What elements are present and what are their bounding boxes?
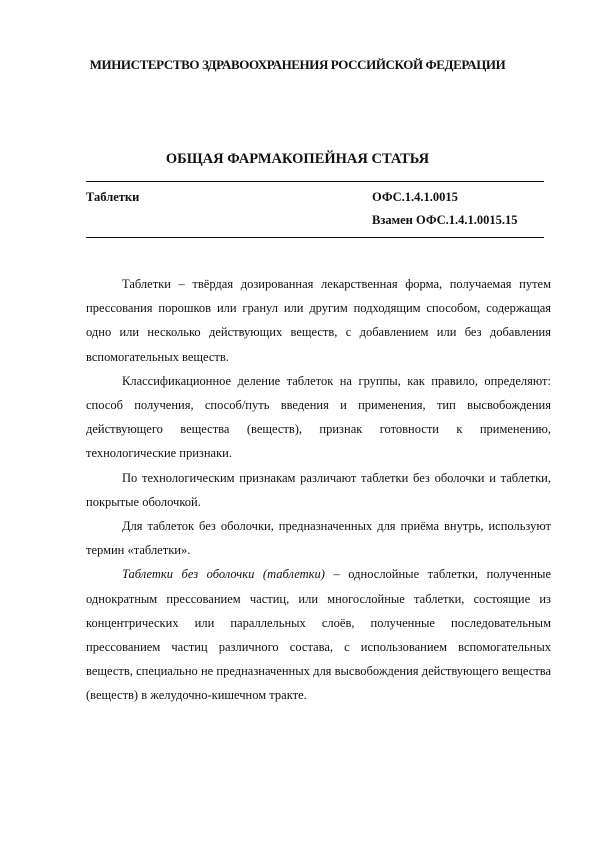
paragraph-classification: Классификационное деление таблеток на группы, как правило, определяют: способ получения, способ/путь введения и применения, тип высвобождения действующего вещества (веществ), признак готовности к применению, технологические признаки.	[86, 373, 551, 461]
monograph-name: Таблетки	[86, 190, 140, 204]
term-uncoated-tablets: Таблетки без оболочки (таблетки)	[122, 567, 325, 582]
paragraph-uncoated-tablets	[86, 562, 551, 707]
ministry-heading: МИНИСТЕРСТВО ЗДРАВООХРАНЕНИЯ РОССИЙСКОЙ ФЕДЕРАЦИИ	[89, 57, 506, 72]
paragraph-technological: По технологическим признакам различают таблетки без оболочки и таблетки, покрытые оболочкой.	[86, 470, 551, 509]
monograph-code: ОФС.1.4.1.0015	[372, 190, 458, 204]
bottom-divider	[86, 237, 544, 238]
top-divider	[86, 181, 544, 182]
document-body	[86, 272, 551, 708]
document-type-title: ОБЩАЯ ФАРМАКОПЕЙНАЯ СТАТЬЯ	[165, 151, 430, 167]
replaces-code: Взамен ОФС.1.4.1.0015.15	[372, 213, 518, 227]
uncoated-tablets-definition: – однослойные таблетки, полученные однократным прессованием частиц, или многослойные таблетки, состоящие из концентрических или параллельных слоёв, полученные последовательным прессованием частиц различного состава, с использованием вспомогательных веществ, специально не предназначенных для высвобождения действующего вещества (веществ) в желудочно-кишечном тракте.	[86, 567, 551, 703]
paragraph-definition: Таблетки – твёрдая дозированная лекарственная форма, получаемая путем прессования порошков или гранул или другим подходящим способом, содержащая одно или несколько действующих веществ, с добавлением или без добавления вспомогательных веществ.	[86, 277, 551, 364]
paragraph-term: Для таблеток без оболочки, предназначенных для приёма внутрь, используют термин «таблетки».	[86, 519, 551, 558]
